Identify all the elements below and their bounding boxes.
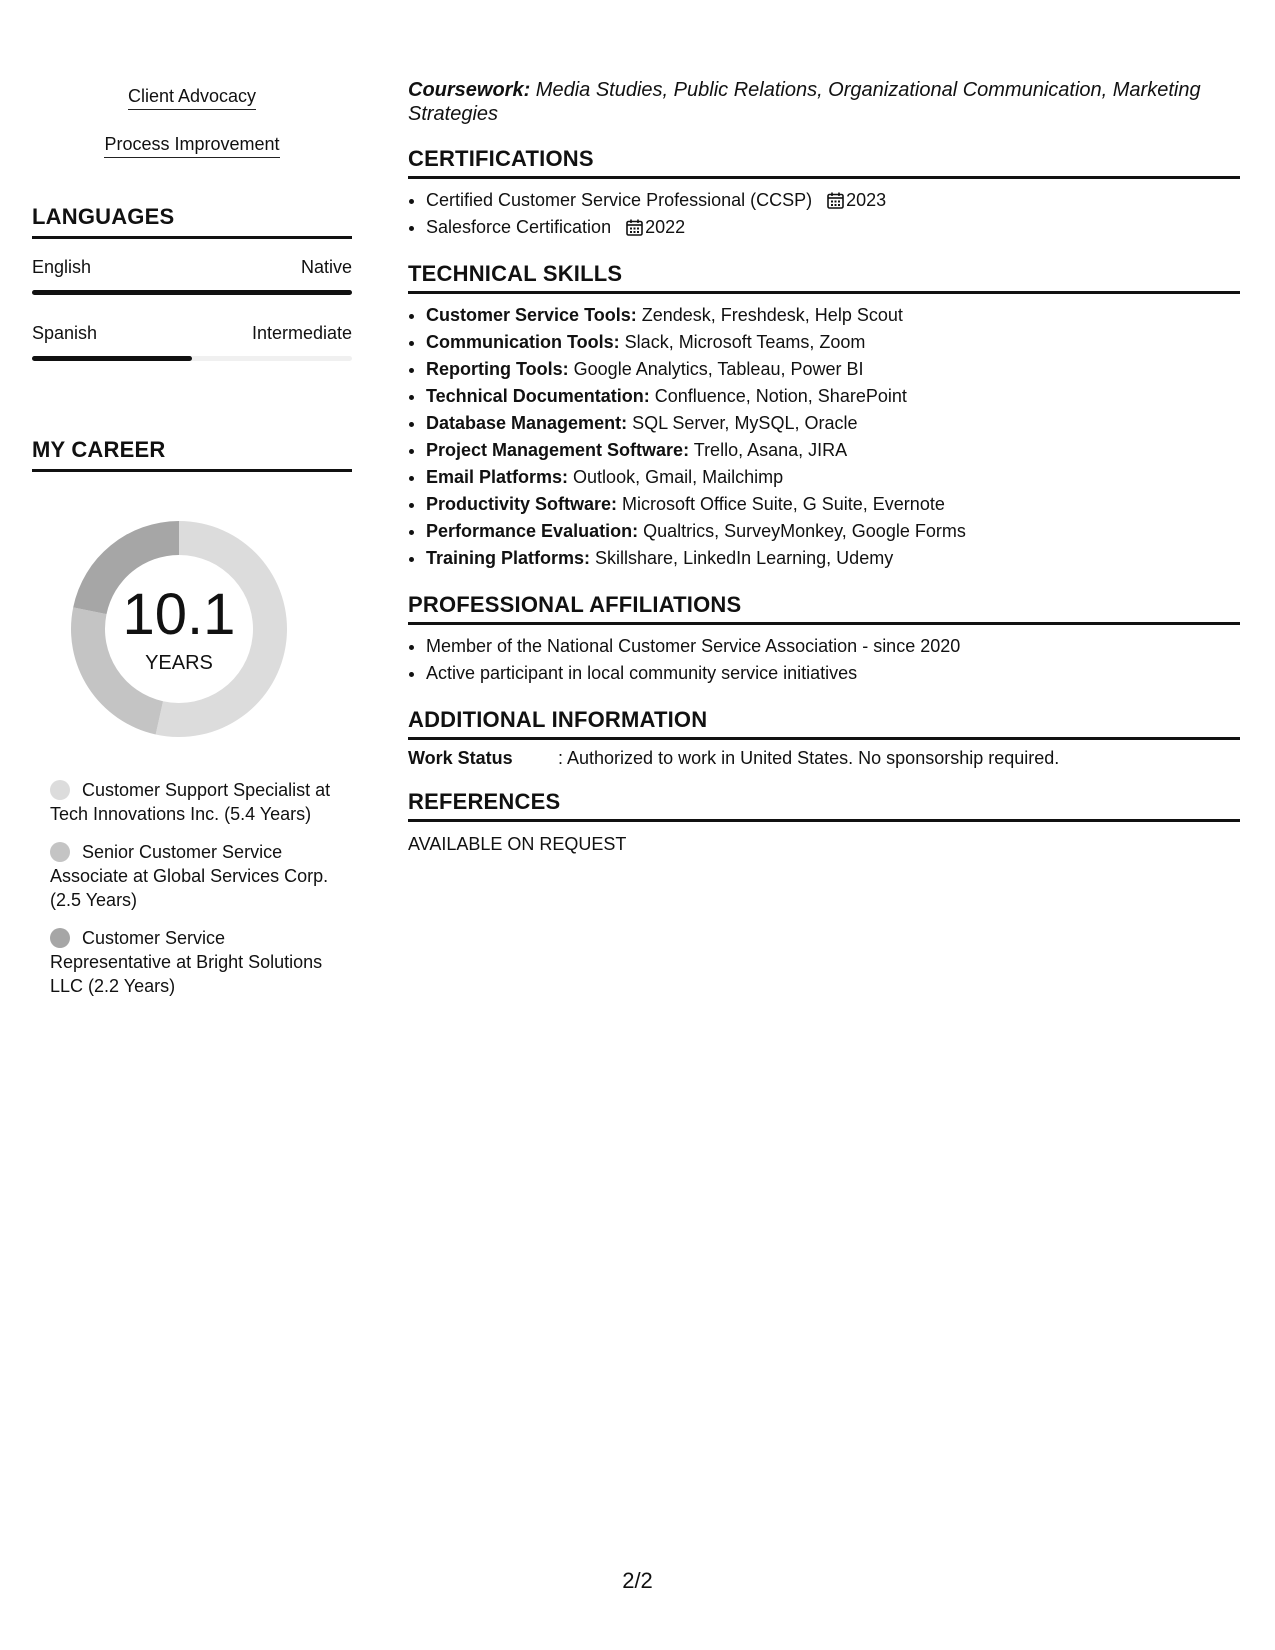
technical-skill-value: Microsoft Office Suite, G Suite, Evernote: [617, 494, 945, 514]
language-proficiency-fill: [32, 290, 352, 295]
technical-skill-item: [426, 437, 1240, 464]
technical-skill-label: Customer Service Tools:: [426, 305, 637, 325]
calendar-icon: [827, 192, 844, 209]
technical-skill-value: Slack, Microsoft Teams, Zoom: [619, 332, 866, 352]
career-legend-label: Customer Support Specialist at Tech Innovations Inc. (5.4 Years): [50, 780, 331, 824]
career-legend-item: [50, 926, 340, 998]
technical-skill-value: Outlook, Gmail, Mailchimp: [568, 467, 784, 487]
language-proficiency-bar: [32, 290, 352, 295]
technical-skill-item: [426, 410, 1240, 437]
career-legend: [50, 778, 340, 998]
legend-dot-icon: [50, 928, 70, 948]
coursework-label: Coursework:: [408, 79, 531, 101]
certification-item: [426, 187, 1240, 214]
work-status-label: Work Status: [408, 748, 513, 768]
language-item: [32, 257, 352, 295]
references-heading: REFERENCES: [408, 789, 1240, 822]
certification-name: Certified Customer Service Professional (CCSP): [426, 190, 813, 210]
legend-dot-icon: [50, 842, 70, 862]
technical-skills-section: [408, 261, 1240, 572]
work-status-row: [408, 748, 1240, 769]
skill-tags: [32, 80, 352, 176]
technical-skill-value: Confluence, Notion, SharePoint: [649, 386, 907, 406]
career-donut-chart: [64, 514, 294, 744]
affiliations-heading: PROFESSIONAL AFFILIATIONS: [408, 592, 1240, 625]
certification-name: Salesforce Certification: [426, 217, 612, 237]
technical-skill-label: Performance Evaluation:: [426, 521, 639, 541]
references-section: [408, 789, 1240, 855]
technical-skill-label: Technical Documentation:: [426, 386, 650, 406]
page-number: 2/2: [622, 1568, 653, 1593]
language-level: Native: [300, 257, 352, 277]
technical-skill-label: Email Platforms:: [426, 467, 569, 487]
coursework: [408, 78, 1240, 126]
affiliation-item: • Active participant in local community service initiatives: [426, 660, 1240, 687]
technical-skill-value: SQL Server, MySQL, Oracle: [627, 413, 858, 433]
career-total-unit: YEARS: [145, 652, 213, 674]
technical-skill-item: [426, 302, 1240, 329]
affiliation-item: • Member of the National Customer Service Association - since 2020: [426, 633, 1240, 660]
coursework-text: Media Studies, Public Relations, Organizational Communication, Marketing Strategies: [408, 79, 1201, 125]
technical-skill-value: Google Analytics, Tableau, Power BI: [568, 359, 864, 379]
additional-info-heading: ADDITIONAL INFORMATION: [408, 707, 1240, 740]
technical-skill-item: [426, 464, 1240, 491]
languages-heading: LANGUAGES: [32, 204, 352, 239]
technical-skill-value: Skillshare, LinkedIn Learning, Udemy: [590, 548, 894, 568]
skill-tag: Process Improvement: [104, 134, 279, 158]
career-total-years: 10.1: [122, 582, 236, 647]
skill-tag: Client Advocacy: [128, 86, 256, 110]
career-heading: MY CAREER: [32, 437, 352, 472]
career-legend-item: [50, 840, 340, 912]
technical-skill-item: [426, 545, 1240, 572]
technical-skill-item: [426, 356, 1240, 383]
legend-dot-icon: [50, 780, 70, 800]
technical-skill-item: [426, 383, 1240, 410]
technical-skill-label: Communication Tools:: [426, 332, 620, 352]
career-legend-item: [50, 778, 340, 826]
technical-skill-label: Project Management Software:: [426, 440, 690, 460]
references-text: AVAILABLE ON REQUEST: [408, 834, 627, 854]
technical-skill-value: Zendesk, Freshdesk, Help Scout: [636, 305, 903, 325]
technical-skill-item: [426, 329, 1240, 356]
right-column: [408, 78, 1240, 855]
work-status-value: : Authorized to work in United States. No sponsorship required.: [558, 748, 1060, 768]
technical-skill-value: Qualtrics, SurveyMonkey, Google Forms: [638, 521, 966, 541]
technical-skills-heading: TECHNICAL SKILLS: [408, 261, 1240, 294]
additional-info-section: [408, 707, 1240, 769]
technical-skill-label: Reporting Tools:: [426, 359, 569, 379]
language-item: [32, 323, 352, 361]
language-proficiency-bar: [32, 356, 352, 361]
language-level: Intermediate: [251, 323, 352, 343]
language-name: English: [32, 257, 92, 277]
technical-skill-label: Database Management:: [426, 413, 628, 433]
certifications-heading: CERTIFICATIONS: [408, 146, 1240, 179]
left-column: [32, 80, 352, 1012]
career-legend-label: Customer Service Representative at Bright Solutions LLC (2.2 Years): [50, 928, 323, 996]
certification-item: [426, 214, 1240, 241]
calendar-icon: [626, 219, 643, 236]
career-legend-label: Senior Customer Service Associate at Global Services Corp. (2.5 Years): [50, 842, 329, 910]
technical-skill-value: Trello, Asana, JIRA: [689, 440, 848, 460]
certification-year: 2023: [846, 190, 887, 210]
language-name: Spanish: [32, 323, 98, 343]
technical-skill-item: [426, 518, 1240, 545]
technical-skill-label: Productivity Software:: [426, 494, 618, 514]
affiliations-section: [408, 592, 1240, 687]
language-proficiency-fill: [32, 356, 192, 361]
certification-year: 2022: [645, 217, 686, 237]
technical-skill-label: Training Platforms:: [426, 548, 591, 568]
technical-skill-item: [426, 491, 1240, 518]
certifications-section: [408, 146, 1240, 241]
